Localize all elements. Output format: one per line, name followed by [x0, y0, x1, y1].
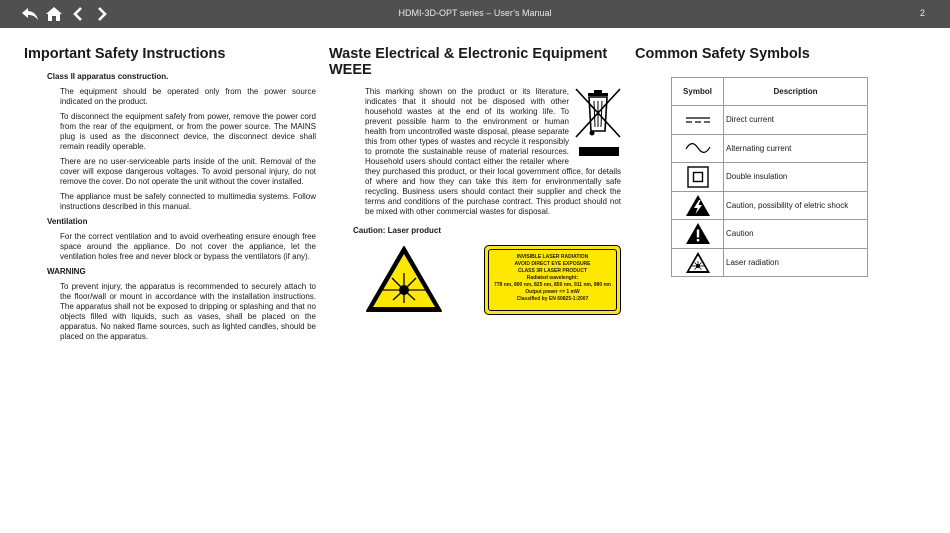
symbol-column-header: Symbol	[672, 78, 724, 106]
electric-shock-icon	[685, 194, 711, 217]
caution-icon	[685, 222, 711, 245]
table-row	[672, 163, 868, 192]
table-row	[672, 134, 868, 163]
weee-column	[329, 46, 621, 321]
safety-instructions-column	[24, 46, 316, 347]
label-line: AVOID DIRECT EYE EXPOSURE	[514, 261, 591, 267]
paragraph: There are no user-serviceable parts inside of the unit. Removal of the cover will expose dangerous voltages. To avoid personal injury, do not remove the cover. Do not operate the unit without the cover installed.	[60, 157, 316, 186]
label-line: 778 nm, 800 nm, 825 nm, 850 nm, 911 nm, 980 nm	[493, 282, 611, 288]
table-row	[672, 220, 868, 249]
paragraph: For the correct ventilation and to avoid overheating ensure enough free space around the appliance. Do not cover the appliance, let the ventilation holes free and never block or bypass the ventilators (if any).	[60, 232, 316, 261]
safety-instructions-heading: Important Safety Instructions	[24, 46, 226, 62]
weee-heading-line2: WEEE	[329, 62, 372, 78]
table-row	[672, 106, 868, 135]
warning-subheading: WARNING	[47, 267, 86, 276]
laser-radiation-icon	[685, 251, 711, 274]
table-row	[672, 191, 868, 220]
ventilation-subheading: Ventilation	[47, 217, 88, 226]
laser-warning-triangle-icon	[365, 245, 443, 318]
label-line: CLASS 3R LASER PRODUCT	[517, 268, 588, 274]
paragraph: To prevent injury, the apparatus is recommended to securely attach to the floor/wall or mount in accordance with the installation instructions. The apparatus shall not be exposed to dripping or splashing and that no objects filled with liquids, such as vases, shall be placed on the apparatus. No naked flame sources, such as lighted candles, should be placed on the apparatus.	[60, 282, 316, 341]
crossed-bin-icon	[574, 87, 624, 159]
paragraph: The appliance must be safely connected to multimedia systems. Follow instructions described in this manual.	[60, 192, 316, 211]
symbol-description: Double insulation	[724, 163, 868, 192]
weee-section	[329, 87, 621, 217]
laser-warnings	[329, 241, 621, 321]
laser-caution-title: Caution: Laser product	[353, 226, 442, 235]
weee-text: This marking shown on the product or its literature, indicates that it should not be disposed with other household wastes at the end of its working life. To prevent possible harm to the environment or human health from uncontrolled waste disposal, please separate this from other types of wastes and recycle it responsibly to promote the sustainable reuse of material resources. Household users should contact either the retailer where they purchased this product, or their local government office, for details of where and how they can take this item for environmentally safe recycling. Business users should contact their supplier and check the terms and conditions of the purchase contract. This product should not be mixed with other commercial wastes for disposal.	[365, 87, 621, 216]
page-number: 2	[919, 8, 925, 18]
label-line: Radiated wavelenght:	[526, 275, 579, 281]
symbol-description: Direct current	[724, 106, 868, 135]
laser-class-label	[484, 245, 621, 315]
paragraph: The equipment should be operated only from the power source indicated on the product.	[60, 87, 316, 106]
symbol-description: Laser radiation	[724, 248, 868, 277]
class-ii-subheading: Class II apparatus construction.	[47, 72, 169, 81]
direct-current-icon	[685, 115, 711, 125]
description-column-header: Description	[724, 78, 868, 106]
safety-symbols-column	[635, 46, 935, 267]
weee-heading-line1: Waste Electrical & Electronic Equipment	[329, 46, 608, 62]
alternating-current-icon	[685, 142, 711, 154]
label-line: INVISIBLE LASER RADIATION	[516, 254, 589, 260]
safety-symbols-heading: Common Safety Symbols	[635, 46, 810, 62]
top-bar	[0, 0, 950, 28]
weee-heading	[329, 46, 621, 78]
symbol-description: Caution	[724, 220, 868, 249]
paragraph: To disconnect the equipment safely from power, remove the power cord from the rear of the equipment, or from the power source. The MAINS plug is used as the disconnect device, the disconnect device shall remain readily operable.	[60, 112, 316, 151]
table-header-row	[672, 78, 868, 106]
label-line: Output power <= 1 mW	[525, 289, 580, 295]
symbol-description: Caution, possibility of eletric shock	[724, 191, 868, 220]
table-row	[672, 248, 868, 277]
safety-symbols-table	[671, 77, 868, 277]
double-insulation-icon	[687, 166, 709, 188]
label-line: Classified by EN 60825-1:2007	[516, 296, 589, 302]
document-title: HDMI-3D-OPT series – User’s Manual	[398, 8, 552, 18]
symbol-description: Alternating current	[724, 134, 868, 163]
